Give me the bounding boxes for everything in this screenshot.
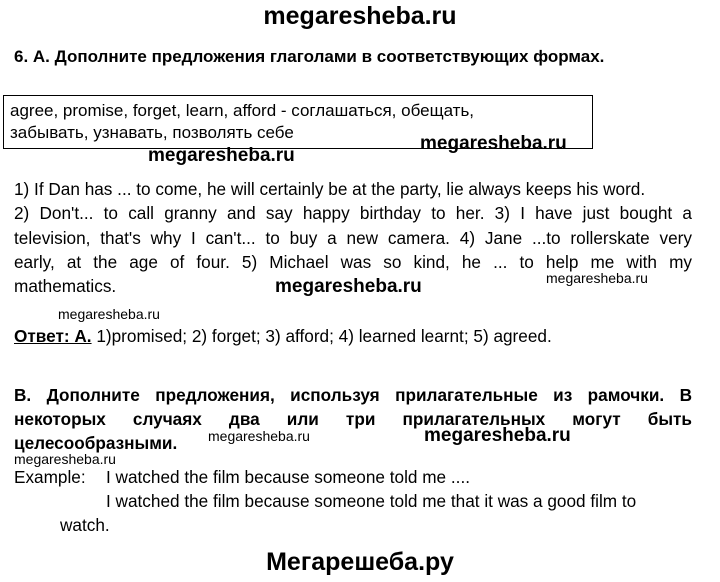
example-label: Example: <box>14 467 86 487</box>
site-footer: Мегарешеба.ру <box>266 548 454 576</box>
watermark: megaresheba.ru <box>546 270 648 286</box>
answer-text: 1)promised; 2) forget; 3) afford; 4) learned learnt; 5) agreed. <box>91 326 552 346</box>
exercise-b-line: некоторых случаях два или три прилагательных могут быть <box>14 409 692 429</box>
answer-line <box>14 326 552 347</box>
watermark: megaresheba.ru <box>14 451 116 467</box>
exercise-b-line: В. Дополните предложения, используя прилагательные из рамочки. В <box>14 385 692 405</box>
example-line: I watched the film because someone told me .... <box>106 467 470 487</box>
exercise-line: early, at the age of four. 5) Michael was so kind, he ... to help me with my <box>14 252 692 272</box>
exercise-line: television, that's why I can't... to buy a new camera. 4) Jane ...to rollerskate very <box>14 228 692 248</box>
watermark: megaresheba.ru <box>208 428 310 444</box>
task-title: 6. А. Дополните предложения глаголами в соответствующих формах. <box>14 47 605 66</box>
exercise-line: mathematics. <box>14 276 117 296</box>
site-header: megaresheba.ru <box>263 2 457 30</box>
word-box-line: agree, promise, forget, learn, afford - соглашаться, обещать, <box>10 101 475 120</box>
exercise-b-line: целесообразными. <box>14 433 178 453</box>
exercise-line: 2) Don't... to call granny and say happy birthday to her. 3) I have just bought a <box>14 203 692 223</box>
watermark: megaresheba.ru <box>420 133 567 154</box>
example-line: I watched the film because someone told me that it was a good film to <box>106 491 637 511</box>
answer-label: Ответ: А. <box>14 326 92 346</box>
watermark: megaresheba.ru <box>275 276 422 297</box>
example-line: watch. <box>60 515 110 535</box>
watermark: megaresheba.ru <box>58 306 160 322</box>
watermark: megaresheba.ru <box>148 145 295 166</box>
exercise-line: 1) If Dan has ... to come, he will certainly be at the party, lie always keeps his word. <box>14 179 646 199</box>
word-box-line: забывать, узнавать, позволять себе <box>10 123 294 142</box>
watermark: megaresheba.ru <box>424 425 571 446</box>
